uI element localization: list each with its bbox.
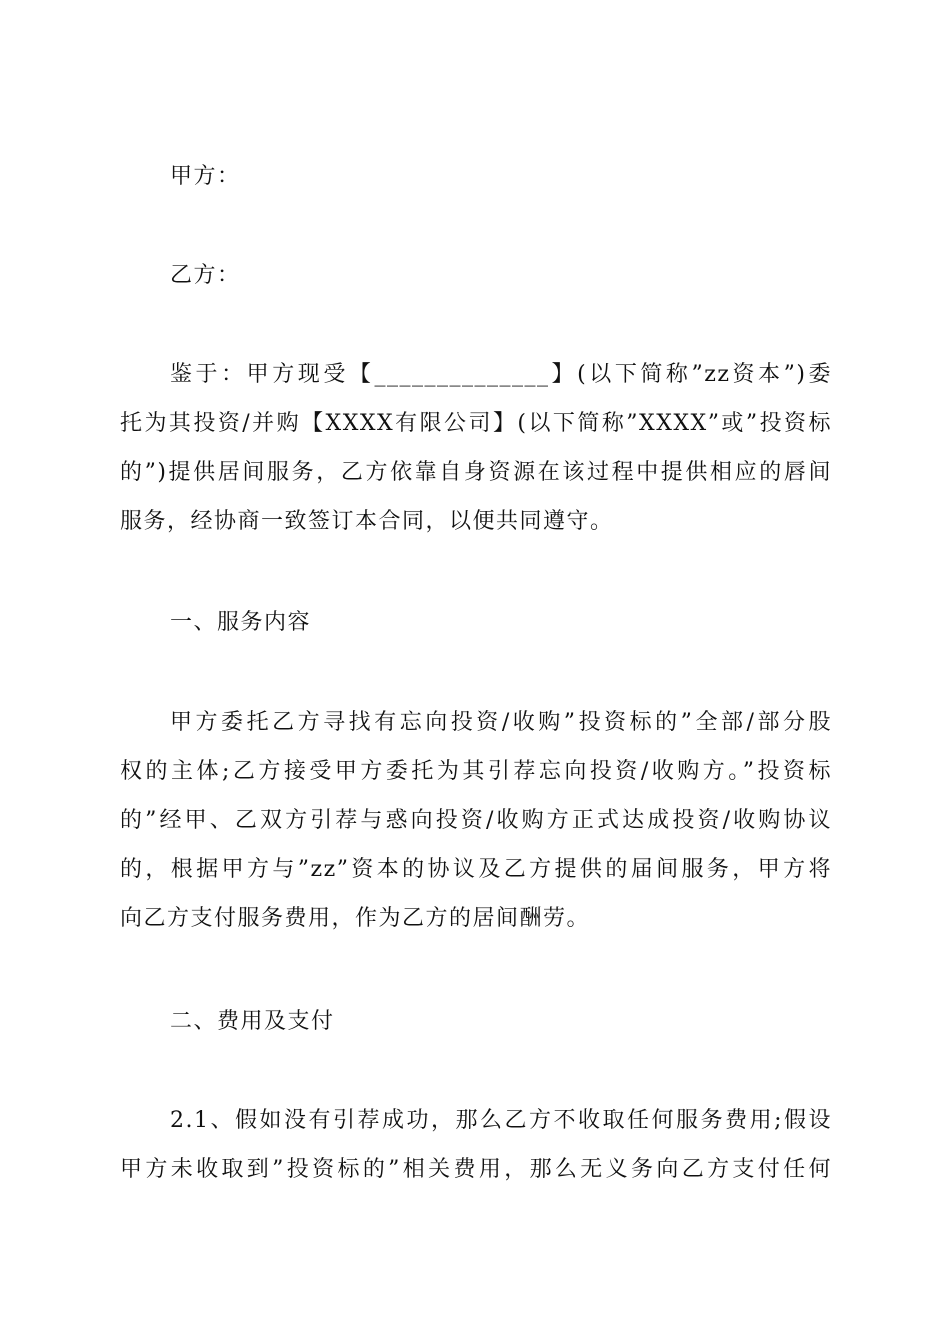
section-1-line: 的，根据甲方与”zz”资本的协议及乙方提供的届间服务，甲方将 <box>120 857 832 882</box>
section-1-line: 权的主体;乙方接受甲方委托为其引荐忘向投资/收购方。”投资标 <box>120 759 832 784</box>
section-1-line: 的”经甲、乙双方引荐与惑向投资/收购方正式达成投资/收购协议 <box>120 808 832 833</box>
party-b-label: 乙方： <box>170 263 241 288</box>
section-1-line: 向乙方支付服务费用，作为乙方的居间酬劳。 <box>120 906 591 931</box>
section-2-heading: 二、费用及支付 <box>170 1009 335 1034</box>
section-1-heading: 一、服务内容 <box>170 610 312 635</box>
preamble-line: 服务，经协商一致签订本合同，以便共同遵守。 <box>120 509 614 534</box>
preamble-line: 鉴于：甲方现受【______________】(以下简称”zz资本”)委 <box>170 362 832 387</box>
preamble-line: 的”)提供居间服务，乙方依靠自身资源在该过程中提供相应的唇间 <box>120 460 832 485</box>
section-1-line: 甲方委托乙方寻找有忘向投资/收购”投资标的”全部/部分股 <box>170 710 832 735</box>
section-2-line: 2.1、假如没有引荐成功，那么乙方不收取任何服务费用;假设 <box>170 1108 832 1133</box>
preamble-line: 托为其投资/并购【XXXX有限公司】(以下简称”XXXX”或”投资标 <box>120 411 832 436</box>
party-a-label: 甲方： <box>170 164 241 189</box>
section-2-line: 甲方未收取到”投资标的”相关费用，那么无义务向乙方支付任何 <box>120 1157 832 1182</box>
